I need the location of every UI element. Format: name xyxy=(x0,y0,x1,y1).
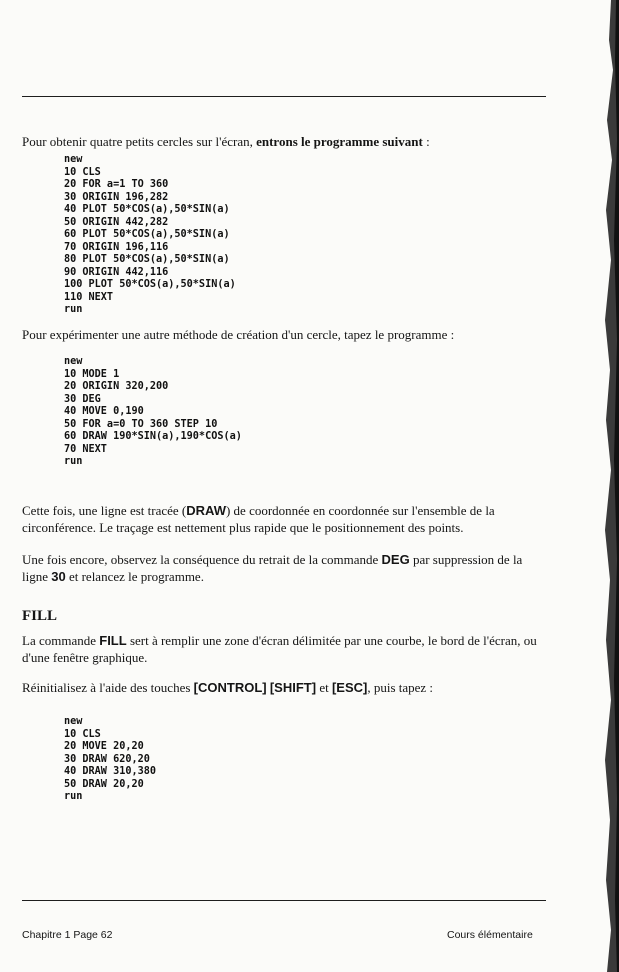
code-line: 80 PLOT 50*COS(a),50*SIN(a) xyxy=(64,254,230,265)
footer-section-title: Cours élémentaire xyxy=(447,929,533,941)
code-line: new xyxy=(64,356,83,367)
code-line: 30 DRAW 620,20 xyxy=(64,753,150,765)
key-esc: [ESC] xyxy=(331,680,368,695)
footer-page-reference: Chapitre 1 Page 62 xyxy=(22,929,113,941)
reset-text-b: et xyxy=(316,680,332,695)
header-rule xyxy=(22,96,546,97)
key-control: [CONTROL] xyxy=(193,680,267,695)
code-line: 90 ORIGIN 442,116 xyxy=(64,266,169,278)
deg-text-b: par suppression de la ligne xyxy=(22,552,523,584)
code-listing-draw-circle xyxy=(64,356,242,469)
deg-text-a: Une fois encore, observez la conséquence du retrait de la commande xyxy=(22,552,382,567)
footer-rule xyxy=(22,900,546,901)
key-shift: [SHIFT] xyxy=(269,680,317,695)
code-line: 20 MOVE 20,20 xyxy=(64,741,144,752)
code-line: 40 PLOT 50*COS(a),50*SIN(a) xyxy=(64,204,230,215)
code-line: 10 CLS xyxy=(64,166,101,178)
code-line: 60 DRAW 190*SIN(a),190*COS(a) xyxy=(64,431,242,442)
code-line: run xyxy=(64,456,83,467)
paragraph-fill-description xyxy=(22,632,550,666)
section-heading-fill: FILL xyxy=(22,608,58,624)
line-number-30: 30 xyxy=(51,569,66,584)
code-line: 20 FOR a=1 TO 360 xyxy=(64,179,169,190)
paragraph-intro-circles xyxy=(22,133,550,150)
paragraph-deg-removal xyxy=(22,551,550,585)
code-line: 30 ORIGIN 196,282 xyxy=(64,191,169,203)
reset-text-c: , puis tapez : xyxy=(367,680,434,695)
code-line: 110 NEXT xyxy=(64,291,114,303)
deg-text-c: et relancez le programme. xyxy=(65,569,204,584)
fill-text-a: La commande xyxy=(22,633,100,648)
paragraph-draw-method: Pour expérimenter une autre méthode de création d'un cercle, tapez le programme : xyxy=(22,327,455,342)
code-line: run xyxy=(64,791,83,802)
page-edge-shadow xyxy=(597,0,619,972)
code-line: 20 ORIGIN 320,200 xyxy=(64,381,169,392)
code-line: 60 PLOT 50*COS(a),50*SIN(a) xyxy=(64,229,230,240)
intro-text: Pour obtenir quatre petits cercles sur l'écran, xyxy=(22,134,257,149)
code-line: 50 ORIGIN 442,282 xyxy=(64,216,169,228)
code-listing-fill-triangle xyxy=(64,716,156,804)
reset-text-a: Réinitialisez à l'aide des touches xyxy=(22,680,194,695)
draw-keyword: DRAW xyxy=(186,503,226,518)
code-line: 30 DEG xyxy=(64,393,101,405)
code-line: 50 DRAW 20,20 xyxy=(64,778,144,790)
code-line: 100 PLOT 50*COS(a),50*SIN(a) xyxy=(64,279,236,290)
code-line: 10 CLS xyxy=(64,728,101,740)
code-line: 70 ORIGIN 196,116 xyxy=(64,241,169,253)
code-line: 50 FOR a=0 TO 360 STEP 10 xyxy=(64,418,218,430)
deg-keyword: DEG xyxy=(381,552,410,567)
code-line: new xyxy=(64,716,83,727)
code-line: run xyxy=(64,304,83,315)
intro-emphasis: entrons le programme suivant xyxy=(256,134,423,149)
fill-keyword: FILL xyxy=(99,633,127,648)
code-line: new xyxy=(64,154,83,165)
paragraph-reset-instruction xyxy=(22,679,550,696)
code-line: 40 MOVE 0,190 xyxy=(64,406,144,417)
code-listing-circles xyxy=(64,154,236,317)
draw-text-a: Cette fois, une ligne est tracée ( xyxy=(22,503,187,518)
intro-end: : xyxy=(422,134,430,149)
code-line: 40 DRAW 310,380 xyxy=(64,766,157,777)
paragraph-draw-explanation xyxy=(22,502,550,536)
fill-text-b: sert à remplir une zone d'écran délimitée par une courbe, le bord de l'écran, ou d'une fenêtre graphique. xyxy=(22,633,537,665)
code-line: 10 MODE 1 xyxy=(64,368,120,380)
draw-text-b: ) de coordonnée en coordonnée sur l'ensemble de la circonférence. Le traçage est nettement plus rapide que le positionnement des points. xyxy=(22,503,495,535)
code-line: 70 NEXT xyxy=(64,443,107,455)
